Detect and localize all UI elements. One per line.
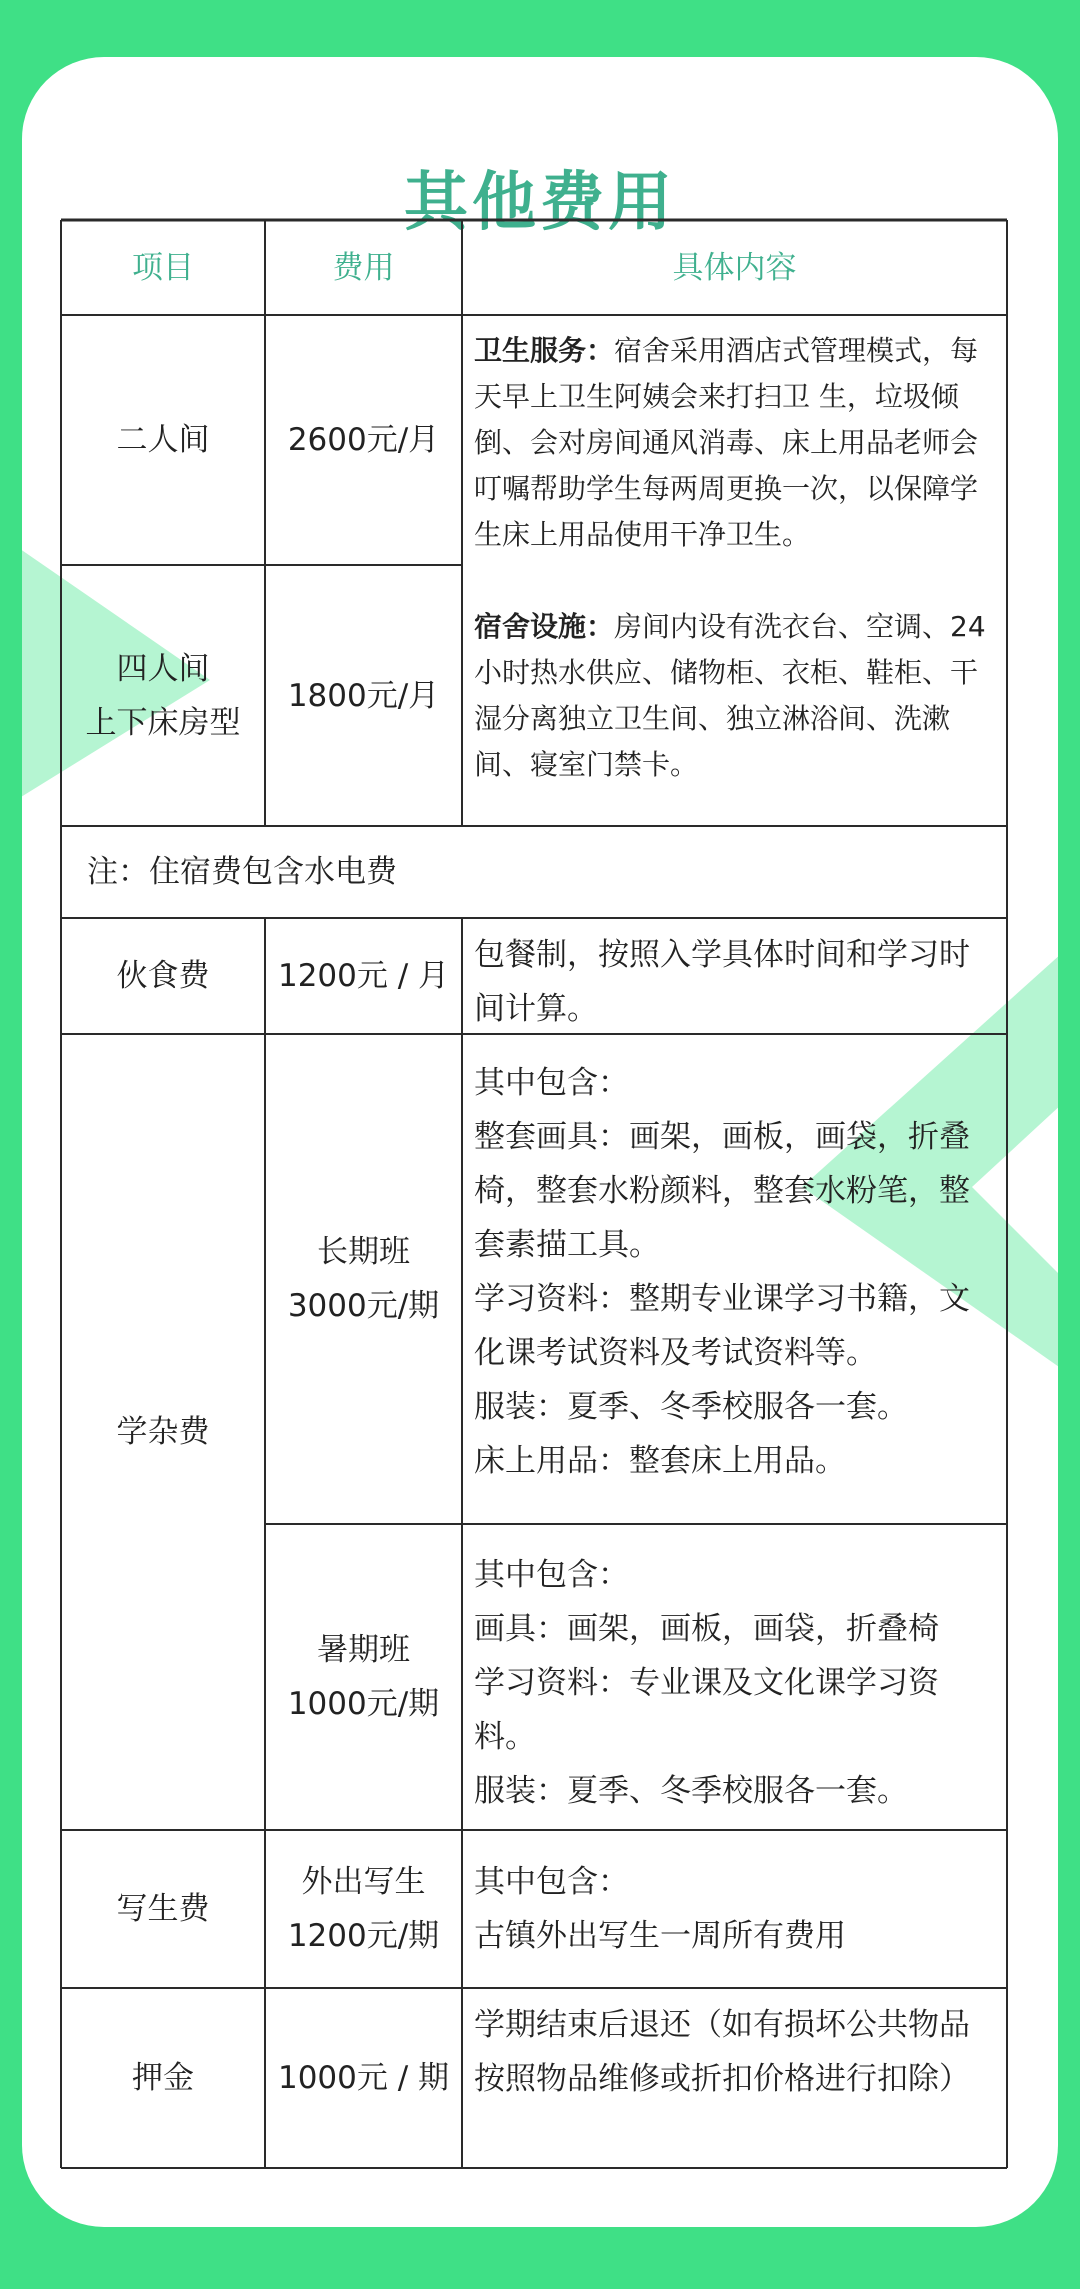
double-room-fee: 2600元/月 bbox=[287, 422, 440, 458]
deposit-content: 学期结束后退还（如有损坏公共物品按照物品维修或折扣价格进行扣除） bbox=[474, 2007, 970, 2097]
long-term-class bbox=[265, 1034, 462, 1524]
tuition-name: 学杂费 bbox=[116, 1414, 210, 1450]
long-term-class-fee: 3000元/期 bbox=[287, 1288, 440, 1324]
hygiene-label: 卫生服务： bbox=[474, 334, 615, 367]
facility-label: 宿舍设施： bbox=[474, 610, 615, 643]
summer-line-1: 画具：画架，画板，画袋，折叠椅 bbox=[474, 1611, 939, 1647]
hygiene-text: 宿舍采用酒店式管理模式，每天早上卫生阿姨会来打扫卫 生，垃圾倾倒、会对房间通风消毒、床上用品老师会叮嘱帮助学生每两周更换一次，以保障学生床上用品使用干净卫生。 bbox=[474, 334, 979, 551]
header-content: 具体内容 bbox=[672, 249, 797, 286]
meal-fee: 1200元 / 月 bbox=[277, 958, 450, 994]
long-line-4: 床上用品：整套床上用品。 bbox=[474, 1443, 846, 1479]
quad-room-fee: 1800元/月 bbox=[287, 677, 440, 714]
sketch-name: 写生费 bbox=[116, 1891, 210, 1927]
quad-room-name-line2: 上下床房型 bbox=[85, 704, 241, 741]
deposit-name: 押金 bbox=[132, 2060, 194, 2096]
summer-content bbox=[462, 1548, 1007, 1830]
sketch-fee-line1: 外出写生 bbox=[301, 1864, 426, 1900]
header-fee: 费用 bbox=[332, 249, 395, 286]
page-title: 其他费用 bbox=[404, 166, 676, 240]
summer-line-3: 服装：夏季、冬季校服各一套。 bbox=[474, 1773, 908, 1809]
summer-line-2: 学习资料：专业课及文化课学习资料。 bbox=[474, 1665, 939, 1755]
accommodation-note: 注：住宿费包含水电费 bbox=[87, 854, 397, 890]
long-line-1: 整套画具：画架，画板，画袋，折叠椅，整套水粉颜料，整套水粉笔，整套素描工具。 bbox=[474, 1119, 970, 1263]
summer-line-0: 其中包含： bbox=[474, 1557, 629, 1593]
sketch-fee bbox=[265, 1830, 462, 1988]
header-item: 项目 bbox=[132, 249, 194, 286]
summer-class-name: 暑期班 bbox=[317, 1632, 410, 1668]
quad-room-name-line1: 四人间 bbox=[116, 650, 210, 687]
long-line-2: 学习资料：整期专业课学习书籍，文化课考试资料及考试资料等。 bbox=[474, 1281, 970, 1371]
facility-text: 房间内设有洗衣台、空调、24小时热水供应、储物柜、衣柜、鞋柜、干湿分离独立卫生间、独立淋浴间、洗漱间、寝室门禁卡。 bbox=[474, 610, 986, 781]
sketch-line-1: 古镇外出写生一周所有费用 bbox=[474, 1918, 846, 1954]
double-room-name: 二人间 bbox=[116, 422, 210, 458]
sketch-fee-line2: 1200元/期 bbox=[287, 1918, 440, 1954]
summer-class bbox=[265, 1524, 462, 1830]
long-term-class-name: 长期班 bbox=[317, 1234, 410, 1270]
sketch-content bbox=[462, 1855, 1007, 1988]
meal-name: 伙食费 bbox=[116, 958, 210, 994]
quad-room-name bbox=[61, 565, 265, 826]
sketch-line-0: 其中包含： bbox=[474, 1864, 629, 1900]
long-line-0: 其中包含： bbox=[474, 1065, 629, 1101]
long-line-3: 服装：夏季、冬季校服各一套。 bbox=[474, 1389, 908, 1425]
deposit-fee: 1000元 / 期 bbox=[277, 2060, 450, 2096]
long-term-content bbox=[462, 1056, 1007, 1524]
summer-class-fee: 1000元/期 bbox=[287, 1686, 440, 1722]
dorm-content bbox=[462, 328, 1007, 826]
meal-content: 包餐制，按照入学具体时间和学习时间计算。 bbox=[474, 937, 970, 1027]
